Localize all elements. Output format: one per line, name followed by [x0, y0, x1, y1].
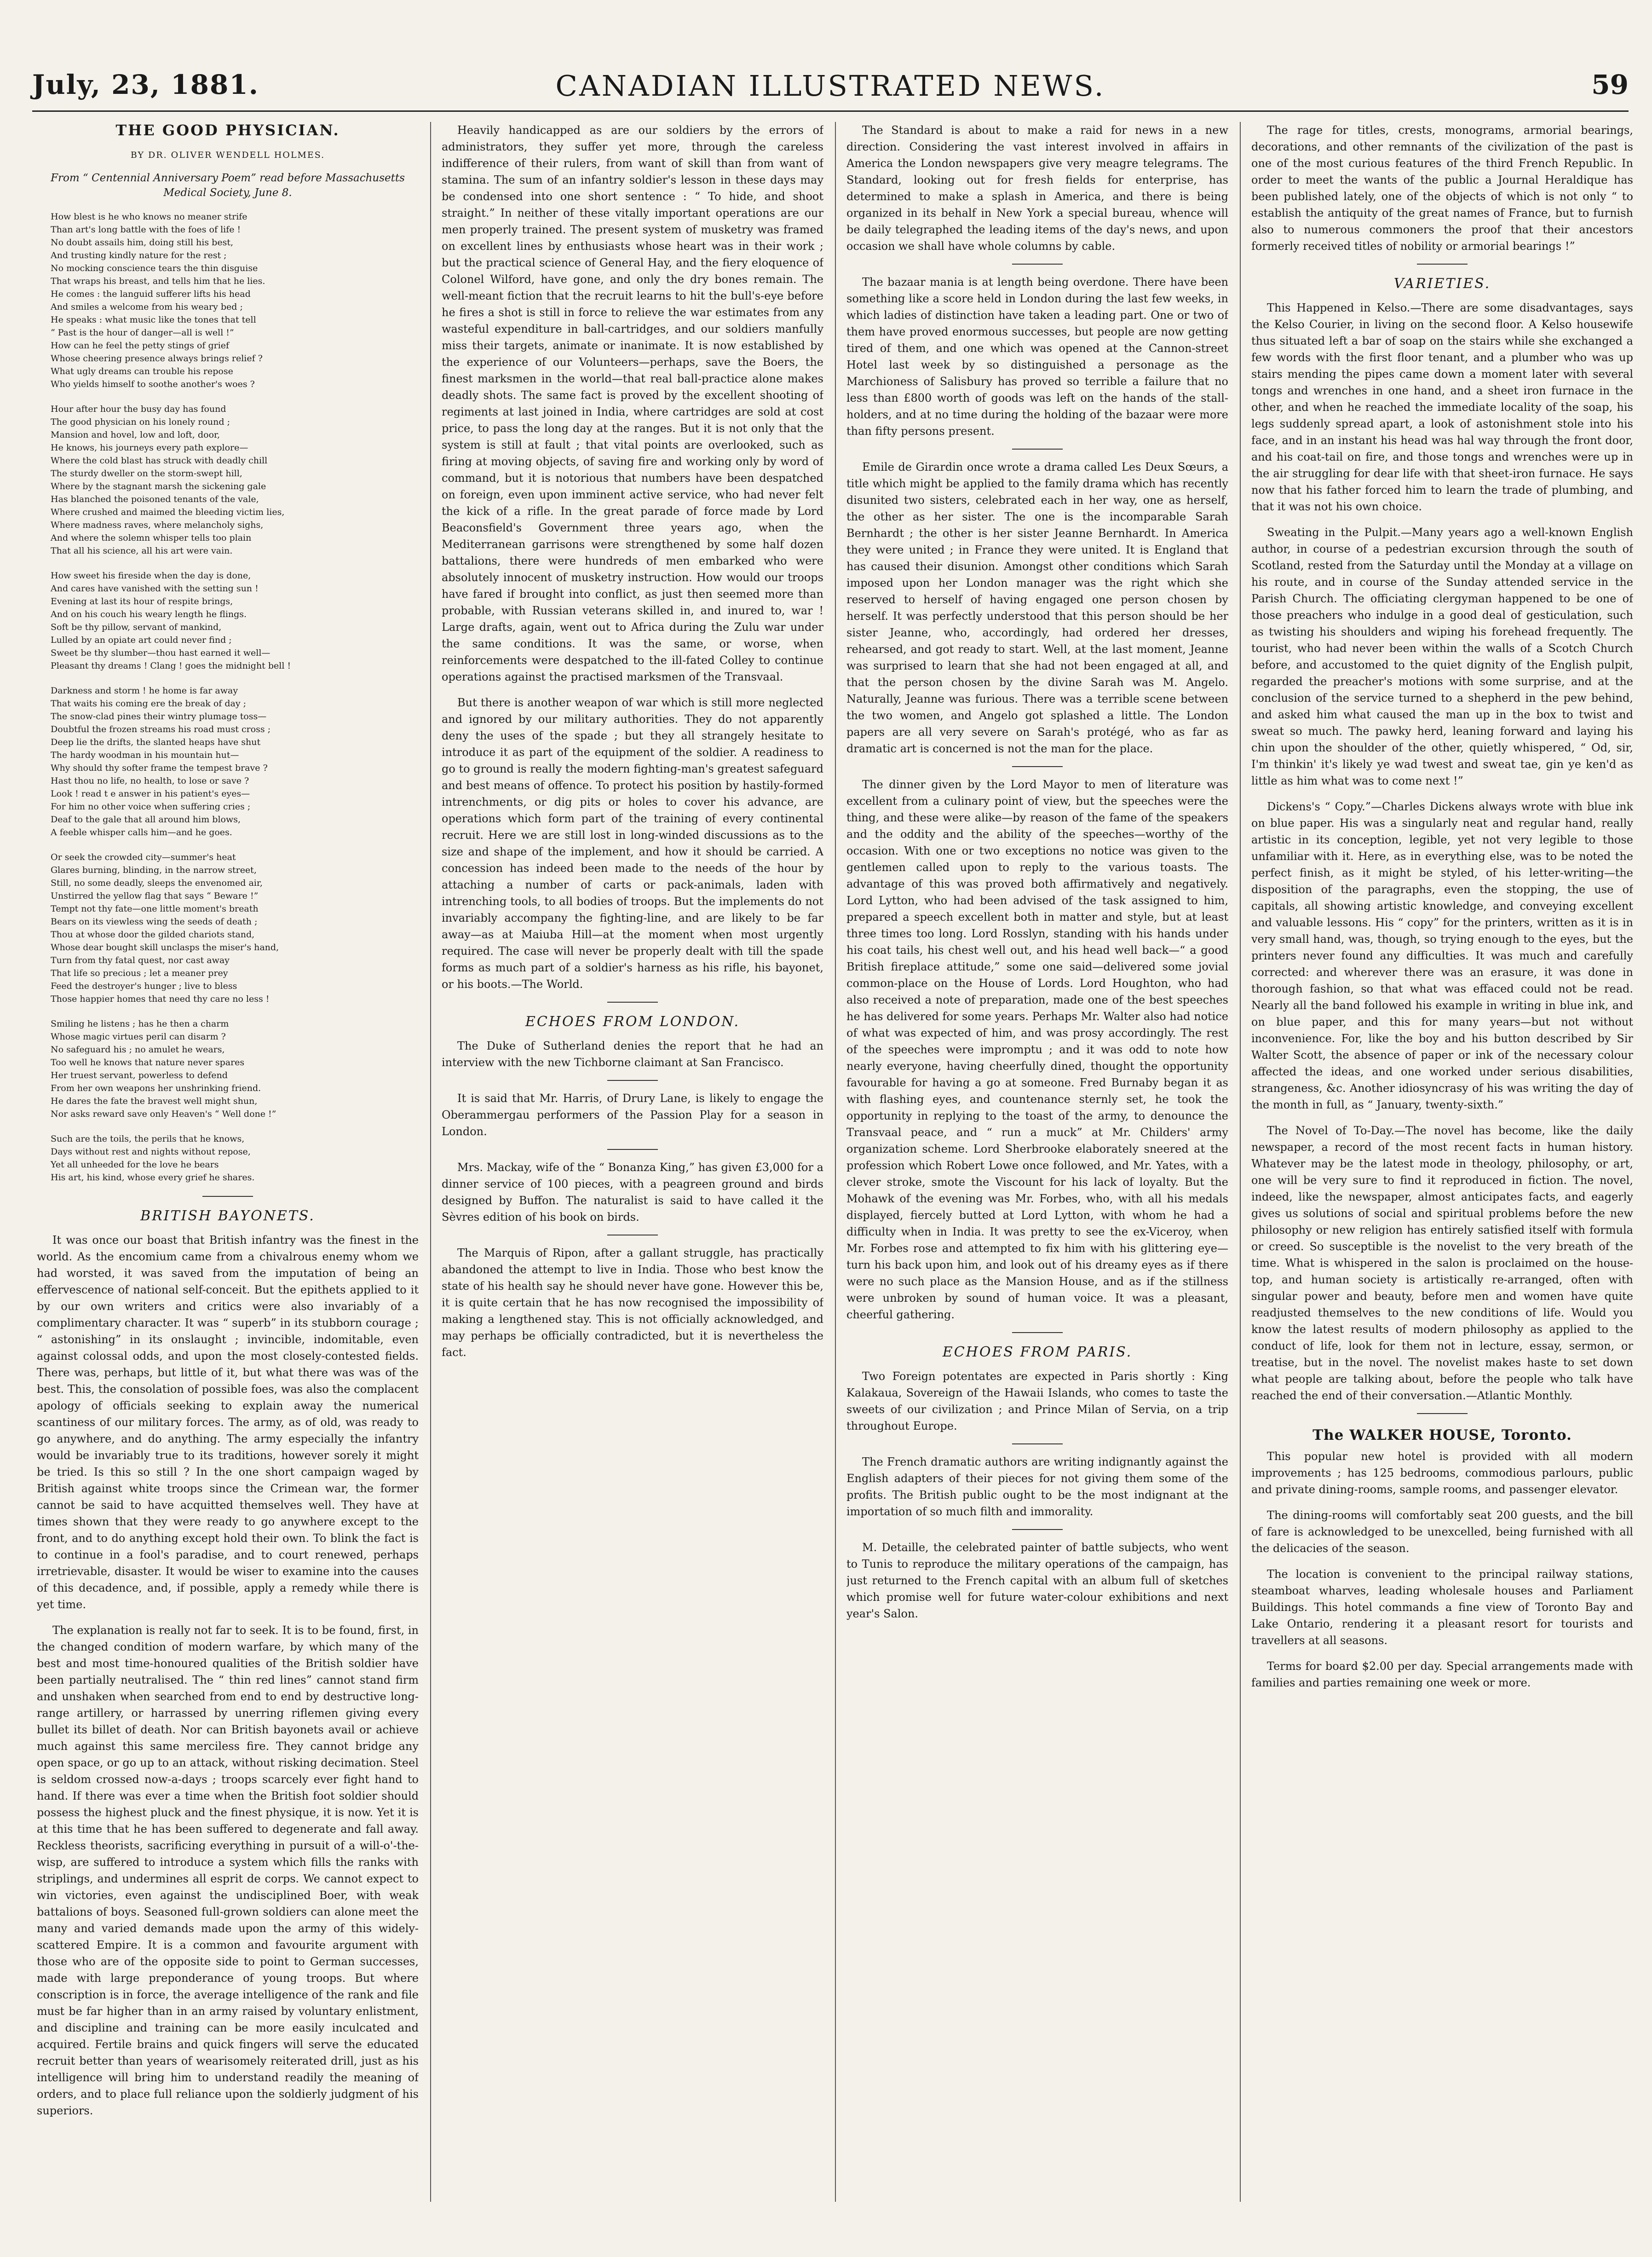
section-rule	[202, 1196, 253, 1197]
poem-stanza: Smiling he listens ; has he then a charm Whose magic virtues peril can disarm ? No safeguard his ; no amulet he wears, Too well he knows that nature never spares Her truest servant, powerless to defend From her own weapons her unshrinking friend. He dares the fate the bravest well might shun, Nor asks reward save only Heaven's “ Well done !”	[51, 1019, 276, 1119]
section-rule	[1012, 1332, 1063, 1333]
column-1	[37, 122, 419, 2239]
london-item: The Standard is about to make a raid for news in a new direction. Considering the vast interest involved in affairs in America the London newspapers give very meagre telegrams. The Standard, looking out for fresh fields for enterprise, has determined to make a splash in America, and there is being organized in its behalf in New York a special bureau, whence will be daily telegraphed the leading items of the day's news, and upon occasion we shall have whole columns by cable.	[846, 124, 1228, 253]
varieties-item: Dickens's “ Copy.”—Charles Dickens always wrote with blue ink on blue paper. His was a singularly neat and regular hand, really artistic in its conception, legible, yet not very legible to those unfamiliar with it. Here, as in everything else, was to be noted the perfect finish, as it might be styled, of his letter-writing—the disposition of the paragraphs, even the stopping, the use of capitals, all showing artistic knowledge, and conveying excellent and valuable lessons. His “ copy” for the printers, written as it is in very small hand, was, though, so trying enough to the eyes, but the printers never found any difficulties. It was much and carefully corrected: and wherever there was an erasure, it was done in thorough fashion, so that what was effaced could not be read. Nearly all the band followed his example in writing in blue ink, and on blue paper, and this for many years—but not without inconvenience. For, like the boy and his button described by Sir Walter Scott, the absence of paper or ink of the necessary colour affected the ideas, and one worked under serious disabilities, strangeness, &c. Another idiosyncrasy of his was writing the day of the month in full, as “ January, twenty-sixth.”	[1251, 800, 1633, 1111]
header-rule	[32, 110, 1629, 112]
varieties-item: The Novel of To-Day.—The novel has become, like the daily newspaper, a record of the most recent facts in human history. Whatever may be the latest mode in theology, philosophy, or art, one will be very sure to find it reproduced in fiction. The novel, indeed, like the newspaper, almost anticipates facts, and eagerly gives us solutions of social and spiritual problems before the new philosophy or new religion has entirely satisfied itself with formula or creed. So susceptible is the novelist to the very breath of the time. What is whispered in the salon is proclaimed on the house-top, and human society is artistically re-arranged, often with singular power and beauty, before men and women have quite readjusted themselves to the new conditions of life. Would you know the latest results of modern philosophy as applied to the conduct of life, look for them not in lecture, essay, sermon, or treatise, but in the novel. The novelist makes haste to set down what people are talking about, before the people who talk have reached the end of their conversation.—Atlantic Monthly.	[1251, 1124, 1633, 1402]
hotel-ad-paragraph: The location is convenient to the principal railway stations, steamboat wharves, leading wholesale houses and Parliament Buildings. This hotel commands a fine view of Toronto Bay and Lake Ontario, rendering it a pleasant resort for tourists and travellers at all seasons.	[1251, 1568, 1633, 1647]
paris-item: Two Foreign potentates are expected in Paris shortly : King Kalakaua, Sovereign of the Hawaii Islands, who comes to taste the sweets of our civilization ; and Prince Milan of Servia, on a trip throughout Europe.	[846, 1370, 1228, 1432]
poem-stanza: Darkness and storm ! he home is far away That waits his coming ere the break of day ; The snow-clad pines their wintry plumage toss— Doubtful the frozen streams his road must cross ; Deep lie the drifts, the slanted heaps have shut The hardy woodman in his mountain hut— Why should thy softer frame the tempest brave ? Hast thou no life, no health, to lose or save ? Look ! read t e answer in his patient's eyes— For him no other voice when suffering cries ; Deaf to the gale that all around him blows, A feeble whisper calls him—and he goes.	[51, 686, 271, 837]
paris-item: The rage for titles, crests, monograms, armorial bearings, decorations, and other remnants of the civilization of the past is one of the most curious features of the third French Republic. In order to meet the wants of the public a Journal Heraldique has been published lately, one of the objects of which is not only “ to establish the antiquity of the great names of France, but to furnish also to numerous commoners the proof that their ancestors formerly received titles of nobility or armorial bearings !”	[1251, 124, 1633, 253]
section-rule	[1417, 264, 1468, 265]
london-item: The Marquis of Ripon, after a gallant struggle, has practically abandoned the attempt to live in India. Those who best know the state of his health say he should never have gone. However this be, it is quite certain that he has now recognised the impossibility of making a lengthened stay. This is not officially acknowledged, and may perhaps be officially contradicted, but it is nevertheless the fact.	[442, 1247, 823, 1359]
varieties-item: Sweating in the Pulpit.—Many years ago a well-known English author, in course of a pedestrian excursion through the south of Scotland, rested from the Saturday until the Monday at a village on his route, and in course of the Sunday attended service in the Parish Church. The officiating clergyman happened to be one of those preachers who indulge in a good deal of gesticulation, such as twisting his shoulders and wiping his forehead frequently. The tourist, who had never been within the walls of a Scotch Church before, and accustomed to the quiet dignity of the English pulpit, regarded the preacher's motions with some surprise, and at the conclusion of the service turned to a shepherd in the pew behind, and asked him what caused the man up in the box to twist and sweat so much. The pawky herd, leaning forward and laying his chin upon the shoulder of the other, quietly whispered, “ Od, sir, I'm thinkin' it's likely ye wad twest and sweat tae, gin ye ken'd as little as him what was to come next !”	[1251, 526, 1633, 787]
item-rule	[1012, 1529, 1063, 1530]
london-item: Mrs. Mackay, wife of the “ Bonanza King,” has given £3,000 for a dinner service of 100 pieces, with a peagreen ground and birds designed by Buffon. The naturalist is said to have called it the Sèvres edition of his book on birds.	[442, 1161, 823, 1224]
item-rule	[1012, 264, 1063, 265]
bayonets-paragraph: It was once our boast that British infantry was the finest in the world. As the encomium came from a chivalrous enemy whom we had worsted, it was saved from the imputation of being an effervescence of national self-conceit. But the epithets applied to it by our own writers and critics were also invariably of a complimentary character. It was “ superb” in its stubborn courage ; “ astonishing” in its onslaught ; invincible, indomitable, even against colossal odds, and upon the most closely-contested fields. There was, perhaps, but little of it, but what there was was of the best. This, the consolation of possible foes, was also the complacent apology of officials seeking to explain away the numerical scantiness of our military forces. The army, as of old, was ready to go anywhere, and do anything. The army especially the infantry would be invariably true to its traditions, however sorely it might be tried. Is this so still ? In the one short campaign waged by British against white troops since the Crimean war, the former cannot be said to have acquitted themselves well. They have at times shown that they were ready to go anywhere except to the front, and to do anything except hold their own. To blink the fact is to continue in a fool's paradise, and to court renewed, perhaps irretrievable, disaster. It would be wiser to examine into the causes of this decadence, and, if possible, apply a remedy while there is yet time.	[37, 1234, 419, 1611]
poem-stanza: Hour after hour the busy day has found The good physician on his lonely round ; Mansion and hovel, low and loft, door, He knows, his journeys every path explore— Where the cold blast has struck with deadly chill The sturdy dweller on the storm-swept hill, Where by the stagnant marsh the sickening gale Has blanched the poisoned tenants of the vale, Where crushed and maimed the bleeding victim lies, Where madness raves, where melancholy sighs, And where the solemn whisper tells too plain That all his science, all his art were vain.	[51, 404, 285, 556]
item-rule	[607, 1149, 658, 1150]
poem-title: THE GOOD PHYSICIAN.	[115, 122, 340, 139]
paris-item: M. Detaille, the celebrated painter of battle subjects, who went to Tunis to reproduce the military operations of the campaign, has just returned to the French capital with an album full of sketches which promise well for future water-colour exhibitions and next year's Salon.	[846, 1541, 1228, 1620]
section-rule	[1417, 1413, 1468, 1414]
item-rule	[1012, 449, 1063, 450]
page-header	[32, 69, 1629, 106]
column-4	[1251, 122, 1633, 2239]
poem-byline: BY DR. OLIVER WENDELL HOLMES.	[130, 150, 325, 160]
newspaper-title: CANADIAN ILLUSTRATED NEWS.	[555, 69, 1105, 103]
london-item: The Duke of Sutherland denies the report that he had an interview with the new Tichborne claimant at San Francisco.	[442, 1039, 823, 1069]
poem-body	[37, 210, 419, 1184]
paris-title: ECHOES FROM PARIS.	[942, 1344, 1133, 1360]
poem-source: From “ Centennial Anniversary Poem” read before Massachusetts Medical Society, June 8.	[51, 172, 405, 199]
item-rule	[1012, 1443, 1063, 1444]
hotel-ad-title: The WALKER HOUSE, Toronto.	[1312, 1427, 1572, 1443]
london-item: It is said that Mr. Harris, of Drury Lane, is likely to engage the Oberammergau performers of the Passion Play for a season in London.	[442, 1092, 823, 1138]
column-2	[442, 122, 823, 2239]
hotel-ad-paragraph: This popular new hotel is provided with all modern improvements ; has 125 bedrooms, commodious parlours, public and private dining-rooms, sample rooms, and passenger elevator.	[1251, 1450, 1633, 1496]
london-item: Emile de Girardin once wrote a drama called Les Deux Sœurs, a title which might be applied to the family drama which has recently disunited two sisters, celebrated each in her way, one as herself, the other as her sister. The one is the incomparable Sarah Bernhardt ; the other is her sister Jeanne Bernhardt. In America they were united ; in France they were united. It is England that has caused their disunion. Amongst other conditions which Sarah imposed upon her London manager was the right which she reserved to herself of having engaged one person chosen by herself. It was perfectly understood that this person should be her sister Jeanne, who, accordingly, had ordered her dresses, rehearsed, and got ready to start. Well, at the last moment, Jeanne was surprised to learn that she had not been engaged at all, and that the person chosen by the divine Sarah was M. Angelo. Naturally, Jeanne was furious. There was a terrible scene between the two women, and Angelo got splashed a little. The London papers are all very severe on Sarah's protégé, who as far as dramatic art is concerned is not the man for the place.	[846, 461, 1228, 755]
column-divider	[430, 122, 431, 2202]
poem-stanza: Such are the toils, the perils that he knows, Days without rest and nights without repose, Yet all unheeded for the love he bears His art, his kind, whose every grief he shares.	[51, 1134, 255, 1183]
page-number: 59	[1591, 69, 1629, 100]
issue-date: July, 23, 1881.	[32, 69, 259, 100]
london-title: ECHOES FROM LONDON.	[525, 1014, 740, 1030]
poem-stanza: How sweet his fireside when the day is done, And cares have vanished with the setting sun ! Evening at last its hour of respite brings, And on his couch his weary length he flings. Soft be thy pillow, servant of mankind, Lulled by an opiate art could never find ; Sweet be thy slumber—thou hast earned it well— Pleasant thy dreams ! Clang ! goes the midnight bell !	[51, 571, 291, 671]
column-divider	[835, 122, 836, 2202]
poem-stanza: Or seek the crowded city—summer's heat Glares burning, blinding, in the narrow street, Still, no some deadly, sleeps the envenomed air, Unstirred the yellow flag that says “ Beware !” Tempt not thy fate—one little moment's breath Bears on its viewless wing the seeds of death ; Thou at whose door the gilded chariots stand, Whose dear bought skill unclasps the miser's hand, Turn from thy fatal quest, nor cast away That life so precious ; let a meaner prey Feed the destroyer's hunger ; live to bless Those happier homes that need thy care no less !	[51, 852, 279, 1004]
london-item: The bazaar mania is at length being overdone. There have been something like a score held in London during the last few weeks, in which ladies of distinction have taken a leading part. One or two of them have proved enormous successes, but people are now getting tired of them, and one which was opened at the Cannon-street Hotel last week by so distinguished a personage as the Marchioness of Salisbury has proved so terrible a failure that no less than £800 worth of goods was left on the hands of the stall-holders, and at no time during the holding of the bazaar were more than fifty persons present.	[846, 276, 1228, 438]
column-divider	[1240, 122, 1241, 2202]
column-3	[846, 122, 1228, 2239]
hotel-ad-paragraph: Terms for board $2.00 per day. Special arrangements made with families and parties remaining one week or more.	[1251, 1660, 1633, 1689]
poem-stanza: How blest is he who knows no meaner strife Than art's long battle with the foes of life ! No doubt assails him, doing still his best, And trusting kindly nature for the rest ; No mocking conscience tears the thin disguise That wraps his breast, and tells him that he lies. He comes : the languid sufferer lifts his head And smiles a welcome from his weary bed ; He speaks : what music like the tones that tell “ Past is the hour of danger—all is well !” How can he feel the petty stings of grief Whose cheering presence always brings relief ? What ugly dreams can trouble his repose Who yields himself to soothe another's woes ?	[51, 212, 265, 389]
bayonets-title: BRITISH BAYONETS.	[140, 1208, 315, 1224]
bayonets-paragraph: But there is another weapon of war which is still more neglected and ignored by our military authorities. They do not apparently deny the uses of the spade ; but they all strangely hesitate to introduce it as part of the equipment of the soldier. A readiness to go to ground is really the modern fighting-man's greatest safeguard and best means of offence. To protect his position by hastily-formed intrenchments, or dig pits or holes to cover his advance, are operations which form part of the training of every continental recruit. Here we are still lost in long-winded discussions as to the size and shape of the implement, and how it should be carried. A concession has indeed been made to the needs of the hour by attaching a number of carts or pack-animals, laden with intrenching tools, to all bodies of troops. But the implements do not invariably accompany the fighting-line, and are likely to be far away—as at Maiuba Hill—at the moment when most urgently required. The case will never be properly dealt with till the spade forms as much part of a soldier's harness as his rifle, his bayonet, or his boots.—The World.	[442, 696, 823, 991]
varieties-item: This Happened in Kelso.—There are some disadvantages, says the Kelso Courier, in living on the second floor. A Kelso housewife thus situated left a bar of soap on the stairs while she exchanged a few words with the first floor tenant, and a plumber who was up stairs mending the pipes came down a moment later with several tongs and wrenches in one hand, and a sheet iron furnace in the other, and when he reached the immediate locality of the soap, his legs suddenly spread apart, a look of astonishment stole into his face, and in an instant his head was hal way through the front door, and his coat-tail on fire, and those tongs and wrenches were up in the air struggling for dear life with that sheet-iron furnace. He says now that his father forced him to learn the trade of plumbing, and that it was not his own choice.	[1251, 301, 1633, 513]
london-item: The dinner given by the Lord Mayor to men of literature was excellent from a culinary point of view, but the speeches were the thing, and these were alike—by reason of the fame of the speakers and the oddity and the ability of the speeches—worthy of the occasion. With one or two exceptions no notice was given to the gentlemen called upon to reply to the various toasts. The advantage of this was proved both affirmatively and negatively. Lord Lytton, who had been advised of the task assigned to him, prepared a speech excellent both in matter and style, but at least three times too long. Lord Rosslyn, standing with his hands under his coat tails, his chest well out, and his head well back—“ a good British fireplace attitude,” some one said—delivered some jovial common-place on the House of Lords. Lord Houghton, who had also received a note of preparation, made one of the best speeches he has delivered for some years. Perhaps Mr. Walter also had notice of what was expected of him, and was prosy accordingly. The rest of the speeches were impromptu ; and it was odd to note how nearly everyone, having cheerfully dined, thought the opportunity favourable for having a go at someone. Fred Burnaby began it as with flashing eyes, and countenance sternly set, he took the opportunity in replying to the toast of the army, to denounce the Transvaal peace, and “ run a muck” at Mr. Childers' army organization scheme. Lord Sherbrooke elaborately sneered at the profession which Robert Lowe once followed, and Mr. Yates, with a clever stroke, smote the Viscount for his lack of loyalty. But the Mohawk of the evening was Mr. Forbes, who, with all his medals displayed, fiercely butted at Lord Lytton, with whom he had a difficulty when in India. It was pretty to see the ex-Viceroy, when Mr. Forbes rose and attempted to fix him with his glittering eye—turn his back upon him, and look out of his dreamy eyes as if there were no such place as the Mansion House, and as if the stillness were unbroken by sound of human voice. It was a pleasant, cheerful gathering.	[846, 778, 1228, 1321]
item-rule	[607, 1080, 658, 1081]
paris-item: The French dramatic authors are writing indignantly against the English adapters of their pieces for not giving them some of the profits. The British public ought to be the most indignant at the importation of so much filth and immorality.	[846, 1455, 1228, 1518]
section-rule	[607, 1002, 658, 1003]
bayonets-paragraph: Heavily handicapped as are our soldiers by the errors of administrators, they suffer yet more, through the careless indifference of their rulers, from want of skill than from want of stamina. The sum of an infantry soldier's lesson in these days may be condensed into one short sentence : “ To hide, and shoot straight.” In neither of these vitally important operations are our men properly trained. The present system of musketry was framed on excellent lines by enthusiasts whose heart was in their work ; but the practical science of General Hay, and the fiery eloquence of Colonel Wilford, have gone, and only the dry bones remain. The well-meant fiction that the recruit learns to hit the bull's-eye before he fires a shot is still in force to relieve the war estimates from any wasteful expenditure in ball-cartridges, and our soldiers manfully miss their targets, animate or inanimate. It is now established by the experience of our Volunteers—perhaps, save the Boers, the finest marksmen in the world—that real ball-practice alone makes deadly shots. The same fact is proved by the excellent shooting of regiments at last joined in India, where cartridges are sold at cost price, to pass the long day at the ranges. But it is not only that the system is still at fault ; that vital points are overlooked, such as firing at moving objects, of saving fire and working only by word of command, but it is notorious that numbers have been despatched on foreign, even upon imminent active service, who had never felt the kick of a rifle. In the great parade of force made by Lord Beaconsfield's Government three years ago, when the Mediterranean garrisons were strengthened by some half dozen battalions, there were hundreds of men embarked who were absolutely innocent of musketry instruction. How would our troops have fared if brought into conflict, as just then seemed more than probable, with Russian veterans skilled in, and inured to, war ! Large drafts, again, went out to Africa during the Zulu war under the same conditions. It was the same, or worse, when reinforcements were despatched to the ill-fated Colley to continue operations against the practised marksmen of the Transvaal.	[442, 124, 823, 683]
item-rule	[1012, 766, 1063, 767]
bayonets-paragraph: The explanation is really not far to seek. It is to be found, first, in the changed condition of modern warfare, by which many of the best and most time-honoured qualities of the British soldier have been partially neutralised. The “ thin red lines” cannot stand firm and unshaken when searched from end to end by destructive long-range artillery, or harrassed by unerring riflemen giving every bullet its billet of death. Nor can British bayonets avail or achieve much against this same merciless fire. They cannot bridge any open space, or go up to an attack, without risking decimation. Steel is seldom crossed now-a-days ; troops scarcely ever fight hand to hand. If there was ever a time when the British foot soldier should possess the highest pluck and the finest physique, it is now. Yet it is at this time that he has been suffered to degenerate and fall away. Reckless theorists, sacrificing everything in pursuit of a will-o'-the-wisp, are suffered to introduce a system which fills the ranks with striplings, and undermines all esprit de corps. We cannot expect to win victories, even against the undisciplined Boer, with weak battalions of boys. Seasoned full-grown soldiers can alone meet the many and varied demands made upon the army of this widely-scattered Empire. It is a common and favourite argument with those who are of the opposite side to point to German successes, made with large preponderance of young troops. But where conscription is in force, the average intelligence of the rank and file must be far higher than in an army raised by voluntary enlistment, and discipline and training can be more easily inculcated and acquired. Fertile brains and quick fingers will serve the educated recruit better than years of wearisomely reiterated drill, just as his intelligence will bring him to understand readily the meaning of orders, and to place full reliance upon the soldierly judgment of his superiors.	[37, 1624, 419, 2117]
hotel-ad-paragraph: The dining-rooms will comfortably seat 200 guests, and the bill of fare is acknowledged to be unexcelled, being furnished with all the delicacies of the season.	[1251, 1509, 1633, 1555]
varieties-title: VARIETIES.	[1393, 276, 1491, 292]
